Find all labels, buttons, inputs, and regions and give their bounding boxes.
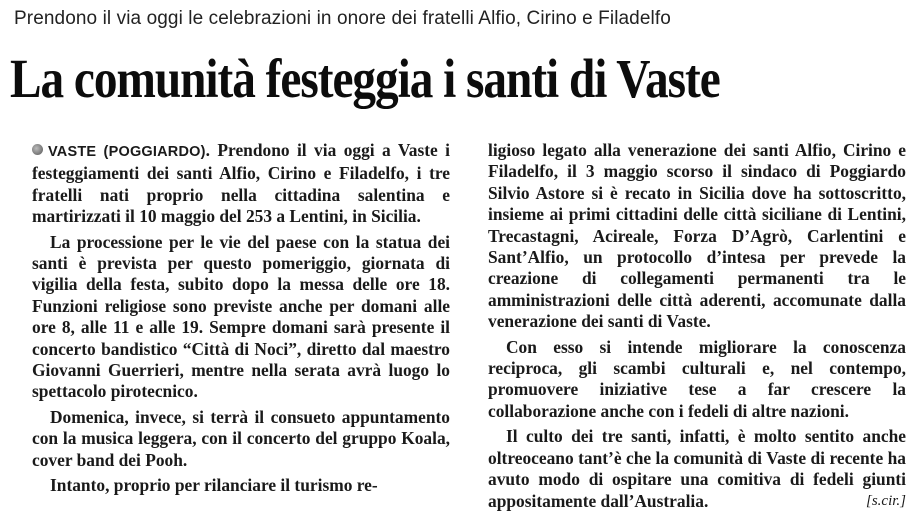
paragraph-7 xyxy=(488,426,906,512)
article-column-left xyxy=(32,140,450,501)
paragraph-7-text: Il culto dei tre santi, infatti, è molto sentito anche oltreoceano tant’è che la comunità di Vaste di recente ha avuto modo di ospitare una comitiva di fedeli giunti appositamente dall’Australia. xyxy=(488,426,906,511)
paragraph-4: Intanto, proprio per rilanciare il turismo re- xyxy=(50,475,378,496)
article-column-right xyxy=(488,140,906,516)
article-kicker: Prendono il via oggi le celebrazioni in onore dei fratelli Alfio, Cirino e Filadelfo xyxy=(14,8,671,29)
paragraph-3: Domenica, invece, si terrà il consueto appuntamento con la musica leggera, con il concerto del gruppo Koala, cover band dei Pooh. xyxy=(32,406,450,470)
paragraph-5: ligioso legato alla venerazione dei santi Alfio, Cirino e Filadelfo, il 3 maggio scorso il sindaco di Poggiardo Silvio Astore si è recato in Sicilia dove ha sottoscritto, insieme ai primi cittadini delle città siciliane di Lentini, Trecastagni, Acireale, Forza D’Agrò, Carlentini e Sant’Alfio, un protocollo d’intesa per prevede la creazione di collegamenti permanenti tra le amministrazioni delle città aderenti, accomunate dalla venerazione dei santi di Vaste. xyxy=(488,140,906,332)
paragraph-6: Con esso si intende migliorare la conoscenza reciproca, gli scambi culturali e, nel contempo, promuovere iniziative tese a far crescere la collaborazione anche con i fedeli di altre nazioni. xyxy=(488,336,906,421)
article-headline: La comunità festeggia i santi di Vaste xyxy=(10,48,720,109)
paragraph-1 xyxy=(32,140,450,228)
dateline: VASTE (POGGIARDO) xyxy=(48,144,206,160)
bullet-icon xyxy=(32,144,43,155)
paragraph-1-text: . Prendono il via oggi a Vaste i festeggiamenti dei santi Alfio, Cirino e Filadelfo, i tre fratelli nati proprio nella cittadina salentina e martirizzati il 10 maggio del 253 a Lentini, in Sicilia. xyxy=(32,140,450,227)
author-signature: [s.cir.] xyxy=(865,492,906,509)
paragraph-2: La processione per le vie del paese con la statua dei santi è prevista per questo pomeriggio, giornata di vigilia della festa, subito dopo la messa delle ore 18. Funzioni religiose sono previste anche per domani alle ore 8, alle 11 e alle 19. Sempre domani sarà presente il concerto bandistico “Città di Noci”, diretto dal maestro Giovanni Guerrieri, mentre nella serata avrà luogo lo spettacolo pirotecnico. xyxy=(32,231,450,402)
